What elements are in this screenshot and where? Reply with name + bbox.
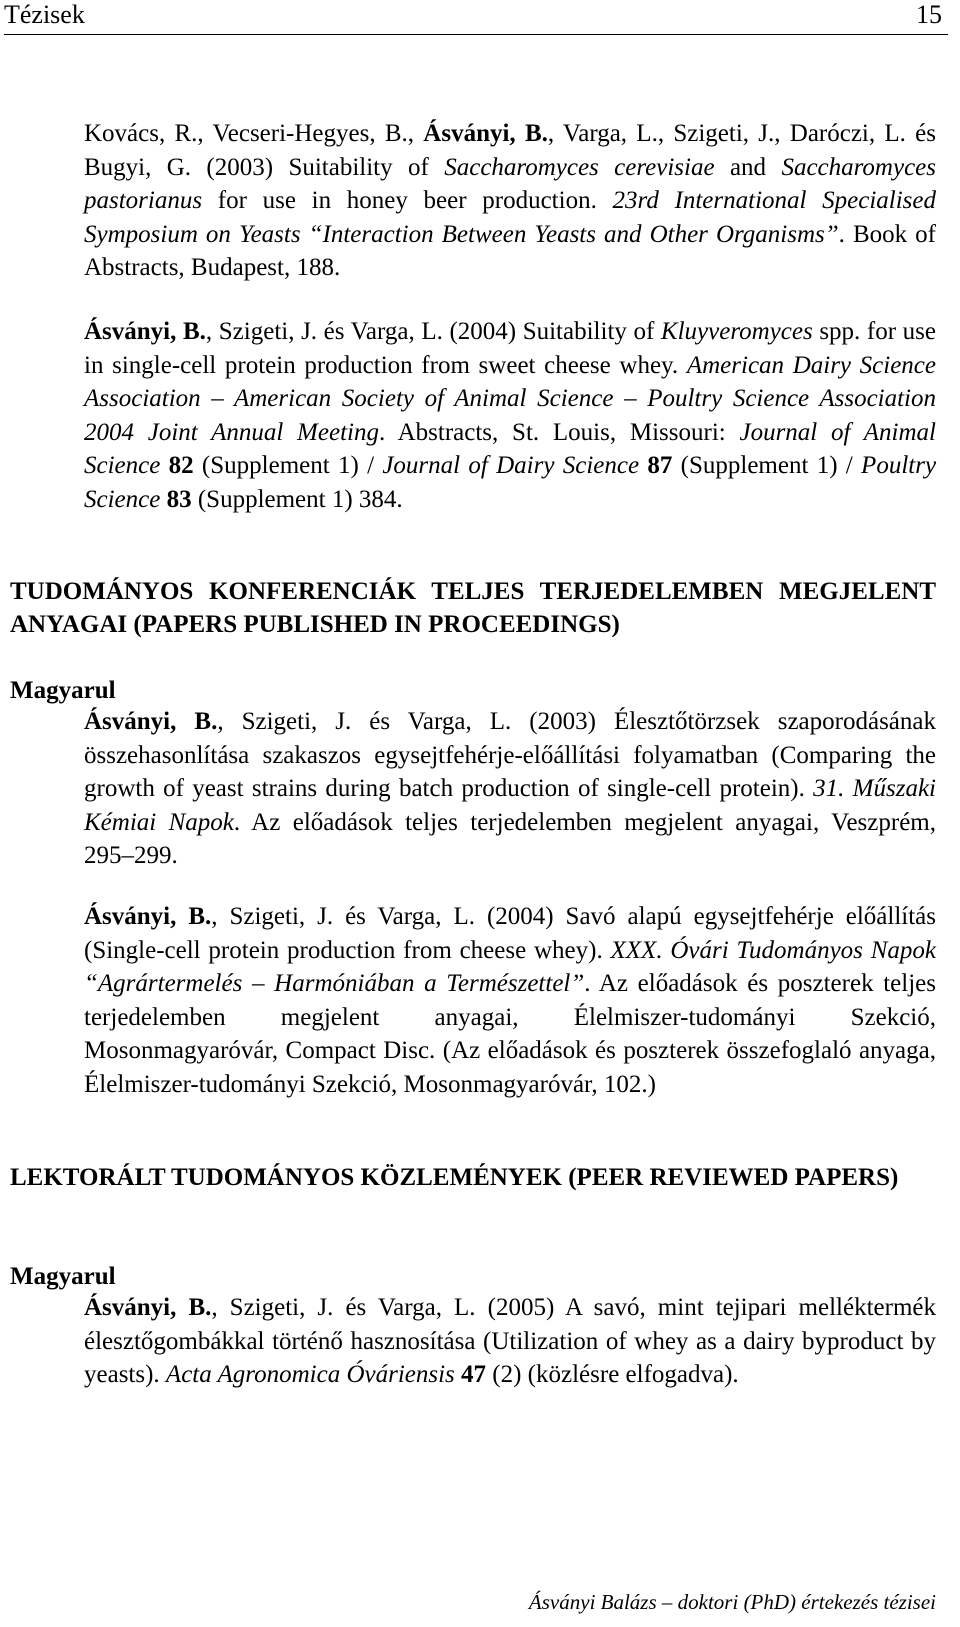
- ref-volume: 87: [639, 452, 673, 479]
- ref-author: Ásványi, B.: [84, 708, 218, 735]
- ref-text: , Szigeti, J. és Varga, L. (2003) Élesztőtörzsek szaporodásának összehasonlítása szakaszos egysejtfehérje-előállítási folyamatban (Comparing the growth of yeast strains during batch production of single-cell protein).: [84, 708, 936, 802]
- running-header: [4, 0, 948, 35]
- ref-text: Kovács, R., Vecseri-Hegyes, B.,: [84, 120, 424, 147]
- ref-text: and: [714, 153, 782, 181]
- ref-text: , Szigeti, J. és Varga, L. (2004) Savó alapú egysejtfehérje előállítás (Single-cell protein production from cheese whey).: [84, 903, 937, 964]
- ref-text: . Az előadások teljes terjedelemben megjelent anyagai, Veszprém, 295–299.: [84, 808, 936, 869]
- ref-journal: Journal of Dairy Science: [382, 452, 640, 479]
- running-footer: Ásványi Balázs – doktori (PhD) értekezés tézisei: [528, 1590, 936, 1614]
- section-subheading: Magyarul: [10, 677, 116, 704]
- ref-venue: XXX. Óvári Tudományos Napok “Agrártermelés – Harmóniában a Természettel”: [84, 936, 936, 997]
- ref-text: for use in honey beer production.: [202, 187, 613, 214]
- header-title: Tézisek: [4, 0, 85, 29]
- reference-entry: [84, 705, 936, 873]
- section-heading: TUDOMÁNYOS KONFERENCIÁK TELJES TERJEDELEMBEN MEGJELENT ANYAGAI (PAPERS PUBLISHED IN PROCEEDINGS): [10, 578, 936, 638]
- ref-author: Ásványi, B.: [84, 1294, 212, 1321]
- ref-species: Saccharomyces cerevisiae: [444, 153, 715, 181]
- ref-text: (Supplement 1) 384.: [191, 485, 403, 513]
- ref-volume: 82: [160, 452, 194, 479]
- ref-author: Ásványi, B.: [84, 318, 206, 345]
- ref-species: Saccharomyces pastorianus: [84, 153, 937, 214]
- ref-volume: 47: [454, 1361, 487, 1388]
- ref-text: , Szigeti, J. és Varga, L. (2005) A savó, mint tejipari melléktermék élesztőgombákkal történő hasznosítása (Utilization of whey as a dairy byproduct by yeasts).: [84, 1294, 936, 1388]
- reference-entry: [84, 900, 936, 1101]
- ref-text: . Az előadások és poszterek teljes terjedelemben megjelent anyagai, Élelmiszer-tudományi Szekció, Mosonmagyaróvár, Compact Disc. (Az előadások és poszterek összefoglaló anyaga, Élelmiszer-tudományi Szekció, Mosonmagyaróvár, 102.): [84, 970, 936, 1098]
- page-number: 15: [916, 0, 942, 29]
- ref-venue: 23rd International Specialised Symposium on Yeasts “Interaction Between Yeasts and Other Organisms”: [84, 187, 936, 248]
- ref-venue: 31. Műszaki Kémiai Napok: [84, 775, 936, 836]
- ref-text: (Supplement 1) /: [672, 452, 862, 479]
- ref-journal: Poultry Science: [84, 452, 937, 513]
- section-heading: LEKTORÁLT TUDOMÁNYOS KÖZLEMÉNYEK (PEER REVIEWED PAPERS): [10, 1164, 899, 1191]
- ref-text: , Szigeti, J. és Varga, L. (2004) Suitability of: [205, 318, 661, 345]
- reference-entry: [84, 315, 936, 516]
- ref-author: Ásványi, B.: [84, 903, 212, 930]
- ref-venue: American Dairy Science Association – American Society of Animal Science – Poultry Science Association 2004 Joint Annual Meeting: [84, 351, 936, 446]
- ref-text: (Supplement 1) /: [193, 452, 383, 479]
- ref-text: , Varga, L., Szigeti, J., Daróczi, L. és Bugyi, G. (2003) Suitability of: [84, 120, 936, 181]
- reference-entry: [84, 117, 936, 285]
- section-subheading: Magyarul: [10, 1263, 116, 1290]
- ref-text: . Abstracts, St. Louis, Missouri:: [378, 418, 740, 446]
- ref-author: Ásványi, B.: [423, 120, 548, 147]
- ref-journal: Journal of Animal Science: [84, 418, 936, 479]
- ref-text: . Book of Abstracts, Budapest, 188.: [84, 220, 937, 281]
- ref-species: Kluyveromyces: [660, 318, 813, 345]
- reference-entry: [84, 1291, 936, 1392]
- ref-text: (2) (közlésre elfogadva).: [486, 1361, 739, 1388]
- ref-volume: 83: [160, 485, 192, 513]
- ref-text: spp. for use in single-cell protein production from sweet cheese whey.: [84, 318, 936, 379]
- ref-journal: Acta Agronomica Óváriensis: [165, 1361, 455, 1388]
